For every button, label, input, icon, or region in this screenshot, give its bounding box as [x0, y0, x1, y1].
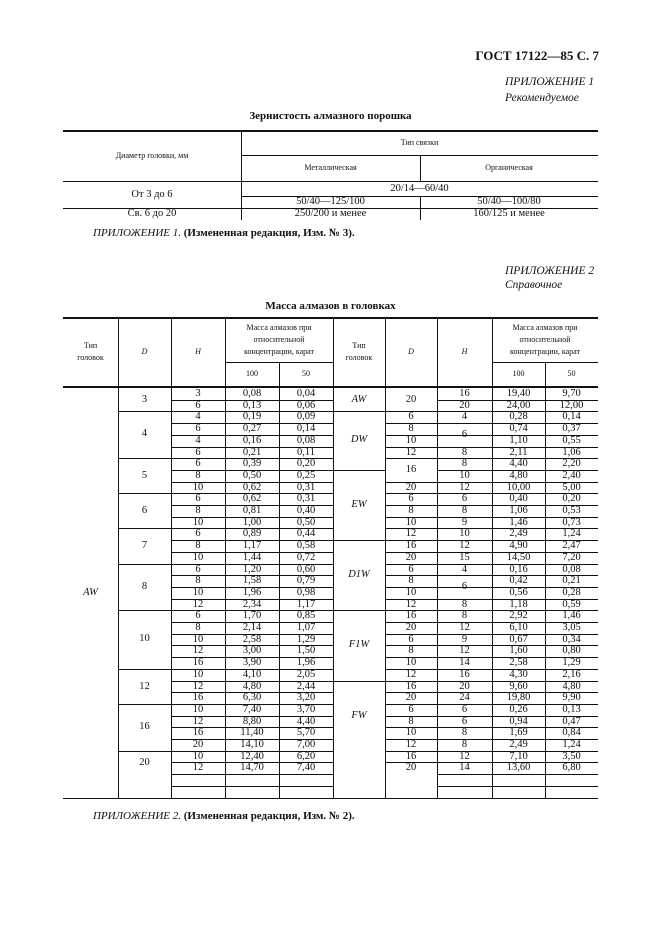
- header-diameter: Диаметр головки, мм: [115, 151, 189, 160]
- mass-100-cell: 6,10: [509, 622, 528, 633]
- mass-50-cell: 0,50: [296, 516, 316, 528]
- h-cell: 10: [192, 668, 204, 680]
- h-cell: 8: [461, 727, 468, 739]
- h-cell: 6: [195, 528, 201, 540]
- h-cell: 20: [192, 739, 204, 750]
- mass-50-cell: 1,17: [296, 598, 316, 610]
- mass-50-cell: 0,79: [296, 575, 316, 587]
- mass-50-cell: 4,80: [562, 680, 581, 692]
- mass-100-cell: 3,00: [242, 645, 262, 657]
- mass-100-cell: 3,90: [242, 657, 262, 669]
- header-mass: [225, 321, 333, 358]
- type-cell: EW: [351, 498, 367, 510]
- mass-100-cell: 0,42: [509, 575, 528, 587]
- mass-100-cell: 1,58: [242, 575, 262, 587]
- d-cell: 4: [141, 428, 148, 440]
- mass-50-cell: 1,07: [296, 622, 316, 633]
- d-cell: 12: [405, 598, 417, 610]
- h-cell: 8: [461, 610, 468, 622]
- d-cell: 5: [141, 470, 148, 482]
- grit-common-cell: 20/14—60/40: [390, 183, 449, 194]
- h-cell: 10: [192, 703, 204, 715]
- mass-100-cell: 0,28: [509, 411, 528, 423]
- mass-50-cell: 9,90: [562, 692, 581, 704]
- h-cell: 10: [192, 633, 204, 645]
- header-mass-line: относительной: [253, 334, 305, 344]
- mass-50-cell: 3,20: [296, 692, 316, 704]
- mass-100-cell: 24,00: [506, 399, 531, 411]
- mass-50-cell: 1,24: [562, 739, 581, 750]
- mass-100-cell: 1,96: [242, 586, 262, 598]
- header-type: [333, 317, 385, 386]
- mass-100-cell: 0,62: [242, 493, 262, 505]
- type-cell: FW: [351, 709, 367, 721]
- d-cell: 10: [405, 434, 417, 446]
- page-header: ГОСТ 17122—85 С. 7: [475, 48, 599, 63]
- mass-100-cell: 19,80: [506, 692, 531, 704]
- mass-50-cell: 2,44: [296, 680, 316, 692]
- h-cell: 12: [459, 645, 470, 657]
- h-cell: 6: [195, 563, 201, 575]
- mass-100-cell: 0,16: [509, 563, 528, 575]
- mass-100-cell: 0,27: [242, 423, 262, 435]
- row-rule: [171, 786, 333, 787]
- h-cell: 14: [459, 762, 470, 774]
- mass-100-cell: 2,34: [242, 598, 262, 610]
- mass-100-cell: 6,30: [242, 692, 262, 704]
- h-cell: 8: [195, 622, 201, 633]
- mass-50-cell: 0,37: [562, 423, 581, 435]
- mass-50-cell: 0,40: [296, 505, 316, 516]
- h-cell: 8: [195, 575, 201, 587]
- mass-50-cell: 0,55: [562, 434, 581, 446]
- header-conc-50: 50: [567, 369, 576, 378]
- d-cell: 16: [405, 610, 417, 622]
- h-cell: 8: [195, 540, 201, 552]
- h-cell: 16: [459, 668, 470, 680]
- mass-50-cell: 0,34: [562, 633, 581, 645]
- h-cell: 6: [195, 399, 201, 411]
- mass-50-cell: 2,47: [562, 540, 581, 552]
- h-cell: 10: [459, 469, 470, 481]
- h-cell: 12: [459, 481, 470, 493]
- header-h-line: H: [195, 346, 201, 356]
- h-cell: 12: [459, 540, 470, 552]
- mass-50-cell: 0,98: [296, 586, 316, 598]
- h-cell: 8: [195, 505, 201, 516]
- h-cell: 6: [461, 703, 468, 715]
- mass-100-cell: 4,80: [242, 680, 262, 692]
- appendix2-status: Справочное: [505, 279, 563, 291]
- mass-50-cell: 5,70: [296, 727, 316, 739]
- mass-50-cell: 4,40: [296, 715, 316, 727]
- d-cell: 20: [139, 756, 150, 768]
- mass-50-cell: 7,00: [296, 739, 316, 750]
- table-bottom-rule: [63, 798, 598, 800]
- h-cell: 4: [195, 411, 201, 423]
- h-cell: 8: [461, 446, 468, 458]
- h-cell: 20: [459, 399, 470, 411]
- mass-100-cell: 0,74: [509, 423, 528, 435]
- mass-50-cell: 1,29: [296, 633, 316, 645]
- h-cell: 6: [195, 458, 201, 470]
- header-d: [118, 317, 171, 386]
- mass-100-cell: 0,67: [509, 633, 528, 645]
- d-cell: 20: [405, 692, 417, 704]
- mass-50-cell: 2,40: [562, 469, 581, 481]
- mass-50-cell: 0,80: [562, 645, 581, 657]
- h-cell: 10: [459, 528, 470, 540]
- header-d-line: D: [141, 346, 148, 356]
- mass-100-cell: 1,17: [242, 540, 262, 552]
- appendix2-title: Масса алмазов в головках: [265, 300, 396, 312]
- mass-100-cell: 1,10: [509, 434, 528, 446]
- d-cell: 20: [405, 481, 417, 493]
- mass-50-cell: 9,70: [562, 388, 581, 399]
- d-cell: 6: [408, 411, 414, 423]
- d-cell: 10: [405, 727, 417, 739]
- mass-50-cell: 0,58: [296, 540, 316, 552]
- header-type-line: головок: [345, 352, 373, 362]
- d-cell: 20: [405, 394, 417, 405]
- d-cell: 8: [408, 423, 414, 435]
- mass-50-cell: 0,08: [562, 563, 581, 575]
- mass-50-cell: 0,13: [562, 703, 581, 715]
- type-cell: DW: [350, 434, 368, 446]
- h-cell: 8: [461, 458, 468, 470]
- mass-100-cell: 4,40: [509, 458, 528, 470]
- header-mass-line: концентрации, карат: [243, 346, 315, 356]
- h-cell: 16: [192, 657, 204, 669]
- d-cell: 10: [405, 586, 417, 598]
- mass-100-cell: 0,81: [242, 505, 262, 516]
- mass-100-cell: 0,21: [242, 446, 262, 458]
- mass-50-cell: 0,44: [296, 528, 316, 540]
- d-cell: 20: [405, 762, 417, 774]
- row-rule: [437, 774, 598, 775]
- header-conc-100: 100: [246, 369, 258, 378]
- mass-100-cell: 0,62: [242, 481, 262, 493]
- mass-100-cell: 7,10: [509, 750, 528, 762]
- mass-50-cell: 0,60: [296, 563, 316, 575]
- h-cell: 12: [192, 598, 204, 610]
- mass-100-cell: 14,10: [240, 739, 264, 750]
- mass-50-cell: 1,24: [562, 528, 581, 540]
- h-cell: 10: [192, 750, 204, 762]
- h-cell: 6: [195, 423, 201, 435]
- appendix1-note-label: ПРИЛОЖЕНИЕ 1.: [93, 227, 181, 239]
- mass-100-cell: 2,58: [242, 633, 262, 645]
- h-cell: 8: [461, 739, 468, 750]
- mass-100-cell: 2,49: [509, 739, 528, 750]
- d-cell: 20: [405, 622, 417, 633]
- header-bond: Тип связки: [400, 138, 439, 147]
- d-cell: 6: [408, 563, 414, 575]
- d-cell: 12: [139, 680, 150, 692]
- mass-100-cell: 1,00: [242, 516, 262, 528]
- h-cell: 6: [461, 493, 468, 505]
- header-d: [385, 317, 437, 386]
- d-cell: 8: [408, 645, 414, 657]
- grit-metal-cell: 50/40—125/100: [296, 196, 365, 207]
- h-cell: 10: [192, 551, 204, 563]
- h-cell: 9: [461, 516, 468, 528]
- header-h: [437, 317, 492, 386]
- mass-50-cell: 0,14: [562, 411, 581, 423]
- h-cell: 12: [192, 762, 204, 774]
- d-cell: 16: [405, 750, 417, 762]
- mass-100-cell: 4,10: [242, 668, 262, 680]
- grit-organic-cell: 50/40—100/80: [477, 196, 541, 207]
- mass-100-cell: 4,80: [509, 469, 528, 481]
- mass-100-cell: 0,26: [509, 703, 528, 715]
- d-cell: 8: [141, 580, 148, 592]
- h-cell: 16: [192, 692, 204, 704]
- grit-metal-cell: 250/200 и менее: [294, 208, 367, 219]
- h-cell: 24: [459, 692, 470, 704]
- mass-100-cell: 11,40: [240, 727, 264, 739]
- appendix2-note: [93, 810, 355, 822]
- h-cell: 16: [192, 727, 204, 739]
- header-h-line: H: [461, 346, 468, 356]
- h-cell: 10: [192, 481, 204, 493]
- header-d-line: D: [408, 346, 414, 356]
- header-type-line: Тип: [352, 340, 366, 350]
- mass-100-cell: 4,90: [509, 540, 528, 552]
- mass-50-cell: 3,70: [296, 703, 316, 715]
- h-cell: 6: [195, 493, 201, 505]
- d-cell: 8: [408, 575, 414, 587]
- type-cell: AW: [351, 394, 367, 405]
- d-cell: 7: [141, 540, 148, 552]
- mass-50-cell: 0,72: [296, 551, 316, 563]
- mass-100-cell: 9,60: [509, 680, 528, 692]
- d-cell: 10: [139, 633, 150, 645]
- mass-100-cell: 1,70: [242, 610, 262, 622]
- type-cell: D1W: [348, 569, 370, 581]
- h-cell: 6: [195, 610, 201, 622]
- mass-50-cell: 0,21: [562, 575, 581, 587]
- mass-50-cell: 0,84: [562, 727, 581, 739]
- mass-100-cell: 2,92: [509, 610, 528, 622]
- mass-100-cell: 0,16: [242, 434, 262, 446]
- mass-50-cell: 0,04: [296, 388, 316, 399]
- mass-50-cell: 6,80: [562, 762, 581, 774]
- appendix1-title: Зернистость алмазного порошка: [249, 110, 412, 122]
- diameter-cell: От 3 до 6: [131, 189, 173, 200]
- h-cell: 6: [461, 715, 468, 727]
- mass-50-cell: 2,20: [562, 458, 581, 470]
- mass-50-cell: 7,20: [562, 551, 581, 563]
- appendix2-label: ПРИЛОЖЕНИЕ 2: [505, 265, 595, 277]
- mass-100-cell: 12,40: [240, 750, 264, 762]
- mass-50-cell: 0,09: [296, 411, 316, 423]
- h-cell: 4: [461, 411, 468, 423]
- d-cell: 10: [405, 516, 417, 528]
- d-cell: 16: [405, 464, 417, 476]
- mass-100-cell: 0,89: [242, 528, 262, 540]
- type-cell: F1W: [348, 639, 370, 651]
- mass-50-cell: 1,29: [562, 657, 581, 669]
- mass-50-cell: 0,06: [296, 399, 316, 411]
- d-cell: 16: [139, 720, 150, 732]
- mass-50-cell: 1,46: [562, 610, 581, 622]
- mass-50-cell: 1,06: [562, 446, 581, 458]
- header-type-line: Тип: [83, 340, 98, 350]
- header-mass: [492, 321, 598, 358]
- h-cell: 4: [195, 434, 201, 446]
- h-cell: 6: [461, 429, 468, 441]
- h-cell: 6: [461, 581, 468, 593]
- appendix1-note-text: (Измененная редакция, Изм. № 3).: [183, 227, 355, 239]
- mass-100-cell: 0,56: [509, 586, 528, 598]
- mass-50-cell: 2,16: [562, 668, 581, 680]
- d-cell: 8: [408, 715, 414, 727]
- mass-100-cell: 2,14: [242, 622, 262, 633]
- header-mass-line: концентрации, карат: [509, 346, 581, 356]
- appendix2-note-label: ПРИЛОЖЕНИЕ 2.: [93, 810, 181, 822]
- header-mass-line: Масса алмазов при: [246, 322, 312, 332]
- d-cell: 6: [141, 505, 148, 517]
- mass-100-cell: 0,39: [242, 458, 262, 470]
- mass-50-cell: 0,31: [296, 481, 316, 493]
- mass-50-cell: 0,59: [562, 598, 581, 610]
- mass-50-cell: 3,50: [562, 750, 581, 762]
- h-cell: 6: [195, 446, 201, 458]
- mass-50-cell: 0,08: [296, 434, 316, 446]
- mass-50-cell: 1,50: [296, 645, 316, 657]
- d-cell: 10: [405, 657, 417, 669]
- h-cell: 8: [461, 598, 468, 610]
- mass-50-cell: 5,00: [562, 481, 581, 493]
- h-cell: 8: [195, 469, 201, 481]
- d-cell: 12: [405, 739, 417, 750]
- mass-50-cell: 0,14: [296, 423, 316, 435]
- row-rule: [171, 774, 333, 775]
- h-cell: 9: [461, 633, 468, 645]
- mass-50-cell: 0,20: [296, 458, 316, 470]
- mass-100-cell: 1,69: [509, 727, 528, 739]
- appendix1-label: ПРИЛОЖЕНИЕ 1: [505, 76, 595, 88]
- header-h: [171, 317, 225, 386]
- mass-100-cell: 10,00: [506, 481, 531, 493]
- header-mass-line: Масса алмазов при: [512, 322, 578, 332]
- header-metal: Металлическая: [304, 163, 357, 172]
- appendix1-note: [93, 227, 355, 239]
- type-cell: AW: [83, 587, 98, 598]
- mass-50-cell: 7,40: [296, 762, 316, 774]
- mass-100-cell: 19,40: [506, 388, 531, 399]
- d-cell: 6: [408, 633, 414, 645]
- mass-100-cell: 1,60: [509, 645, 528, 657]
- mass-50-cell: 0,85: [296, 610, 316, 622]
- mass-100-cell: 4,30: [509, 668, 528, 680]
- d-cell: 8: [408, 505, 414, 516]
- mass-100-cell: 14,50: [506, 551, 531, 563]
- mass-100-cell: 8,80: [242, 715, 262, 727]
- d-cell: 20: [405, 551, 417, 563]
- header-organic: Органическая: [485, 163, 533, 172]
- h-cell: 4: [461, 563, 468, 575]
- h-cell: 20: [459, 680, 470, 692]
- h-cell: 8: [461, 505, 468, 516]
- d-cell: 16: [405, 540, 417, 552]
- mass-50-cell: 12,00: [559, 399, 584, 411]
- mass-50-cell: 0,53: [562, 505, 581, 516]
- h-cell: 16: [459, 388, 470, 399]
- mass-100-cell: 1,18: [509, 598, 528, 610]
- mass-100-cell: 1,06: [509, 505, 528, 516]
- mass-100-cell: 14,70: [240, 762, 264, 774]
- h-cell: 10: [192, 586, 204, 598]
- d-cell: 12: [405, 668, 417, 680]
- header-type-line: головок: [77, 352, 104, 362]
- appendix1-status: Рекомендуемое: [505, 92, 579, 104]
- mass-50-cell: 3,05: [562, 622, 581, 633]
- mass-50-cell: 2,05: [296, 668, 316, 680]
- header-type: [63, 317, 118, 386]
- row-rule: [437, 786, 598, 787]
- mass-100-cell: 7,40: [242, 703, 262, 715]
- h-cell: 12: [192, 645, 204, 657]
- mass-100-cell: 0,40: [509, 493, 528, 505]
- header-mass-line: относительной: [519, 334, 571, 344]
- mass-100-cell: 2,58: [509, 657, 528, 669]
- h-cell: 10: [192, 516, 204, 528]
- mass-50-cell: 0,11: [297, 446, 315, 458]
- header-conc-50: 50: [302, 369, 310, 378]
- d-cell: 16: [405, 680, 417, 692]
- grit-organic-cell: 160/125 и менее: [473, 208, 545, 219]
- mass-50-cell: 6,20: [296, 750, 316, 762]
- mass-100-cell: 0,13: [242, 399, 262, 411]
- h-cell: 12: [459, 622, 470, 633]
- mass-50-cell: 0,31: [296, 493, 316, 505]
- mass-100-cell: 0,50: [242, 469, 262, 481]
- mass-50-cell: 0,28: [562, 586, 581, 598]
- d-cell: 6: [408, 703, 414, 715]
- mass-100-cell: 0,08: [242, 388, 262, 399]
- h-cell: 12: [459, 750, 470, 762]
- mass-50-cell: 0,20: [562, 493, 581, 505]
- h-cell: 12: [192, 680, 204, 692]
- h-cell: 14: [459, 657, 470, 669]
- mass-100-cell: 1,20: [242, 563, 262, 575]
- mass-100-cell: 2,11: [509, 446, 528, 458]
- mass-50-cell: 1,96: [296, 657, 316, 669]
- d-cell: 6: [408, 493, 414, 505]
- diameter-cell: Св. 6 до 20: [127, 208, 177, 219]
- mass-50-cell: 0,73: [562, 516, 581, 528]
- h-cell: 15: [459, 551, 470, 563]
- mass-50-cell: 0,47: [562, 715, 581, 727]
- mass-50-cell: 0,25: [296, 469, 316, 481]
- h-cell: 12: [192, 715, 204, 727]
- mass-100-cell: 13,60: [506, 762, 531, 774]
- mass-100-cell: 1,44: [242, 551, 262, 563]
- d-cell: 12: [405, 446, 417, 458]
- mass-100-cell: 1,46: [509, 516, 528, 528]
- mass-100-cell: 0,19: [242, 411, 262, 423]
- appendix2-note-text: (Измененная редакция, Изм. № 2).: [183, 810, 355, 822]
- mass-100-cell: 0,94: [509, 715, 528, 727]
- mass-100-cell: 2,49: [509, 528, 528, 540]
- d-cell: 12: [405, 528, 417, 540]
- header-conc-100: 100: [512, 369, 525, 378]
- h-cell: 3: [195, 388, 201, 399]
- d-cell: 3: [141, 394, 148, 405]
